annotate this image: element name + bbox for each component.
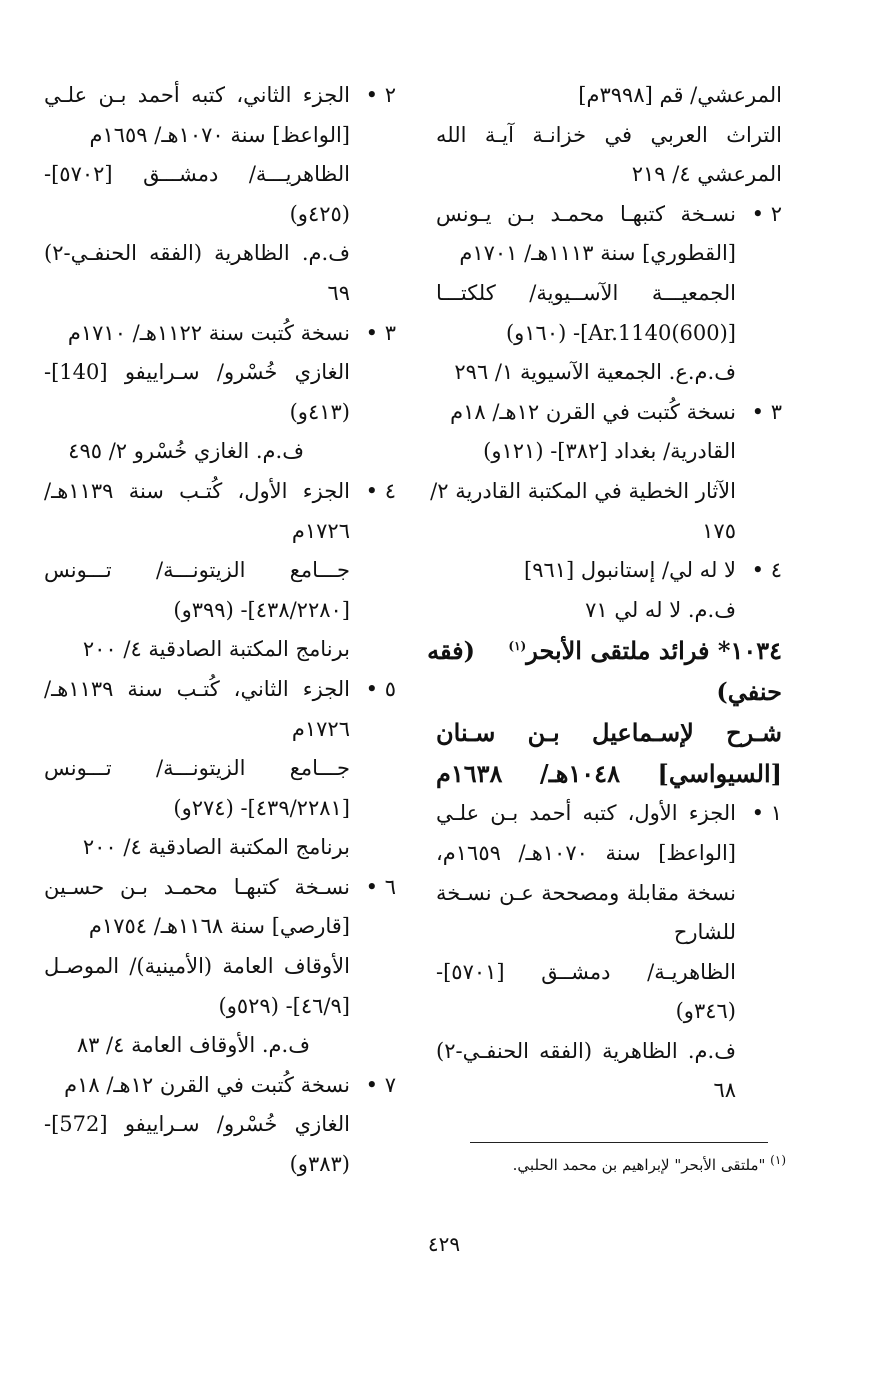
entry-line: [٤٣٨/٢٢٨٠]- (٣٩٩و)	[173, 597, 350, 622]
heading-suffix: (فقه	[427, 636, 475, 666]
heading-title: ١٠٣٤* فرائد ملتقى الأبحر	[526, 636, 782, 666]
intro-line: المرعشي/ قم [٣٩٩٨م]	[578, 83, 782, 107]
entry-line: نسخة كُتبت في القرن ١٢هـ/ ١٨م	[64, 1072, 350, 1097]
entry-line: نسـخة كتبهـا محمـد بـن حسـين	[44, 874, 350, 899]
entry-line: [الواعظ] سنة ١٠٧٠هـ/ ١٦٥٩م	[89, 122, 350, 147]
entry-number: ٣ •	[365, 320, 396, 345]
entry-line: ١٧٢٦م	[291, 716, 350, 741]
manuscript-entry	[44, 1066, 396, 1185]
entry-line: الظاهريـــة/ دمشـــق [٥٧٠٢]-	[44, 162, 350, 187]
heading-line: حنفي)	[716, 677, 782, 707]
work-heading	[427, 630, 782, 794]
footnote-text: "ملتقى الأبحر" لإبراهيم بن محمد الحلبي.	[512, 1156, 766, 1174]
entry-line: ف.م. الأوقاف العامة ٤/ ٨٣	[76, 1033, 310, 1058]
entry-line: الجمعيـــة الآســيوية/ كلكتـــا	[436, 280, 736, 305]
entry-line: (٣٨٣و)	[289, 1152, 350, 1177]
entry-line: ف.م. الظاهرية (الفقه الحنفـي-٢)	[44, 241, 350, 266]
manuscript-entry	[44, 472, 396, 670]
entry-line: [القطوري] سنة ١١١٣هـ/ ١٧٠١م	[459, 241, 736, 266]
manuscript-entry	[436, 794, 782, 1111]
entry-line: نسخة مقابلة ومصححة عـن نسـخة	[436, 880, 736, 905]
heading-line: شـرح لإسـماعيل بـن سـنان	[436, 718, 782, 748]
manuscript-entry	[44, 868, 396, 1066]
manuscript-entry	[430, 393, 782, 551]
entry-line: الظاهريـة/ دمشــق [٥٧٠١]-	[436, 959, 736, 984]
entry-line: نسخة كُتبت سنة ١١٢٢هـ/ ١٧١٠م	[67, 320, 350, 345]
entry-line: [(600)Ar.1140]- (١٦٠و)	[505, 320, 736, 345]
entry-line: برنامج المكتبة الصادقية ٤/ ٢٠٠	[82, 835, 350, 860]
entry-line: الغازي خُسْرو/ سـراييفو [140]-	[44, 360, 350, 385]
manuscript-entry	[44, 670, 396, 868]
footnote-mark: (١)	[770, 1153, 786, 1167]
entry-line: جـــامع الزيتونـــة/ تـــونس	[44, 756, 350, 781]
entry-line: [قارصي] سنة ١١٦٨هـ/ ١٧٥٤م	[88, 914, 350, 939]
page-number: ٤٢٩	[427, 1232, 461, 1256]
entry-line: نسخة كُتبت في القرن ١٢هـ/ ١٨م	[450, 399, 736, 424]
entry-line: ف.م. لا له لي ٧١	[585, 597, 736, 622]
entry-number: ٧ •	[365, 1072, 396, 1097]
entry-line: الجزء الثاني، كُتـب سنة ١١٣٩هـ/	[44, 676, 350, 701]
intro-line: التراث العربي في خزانـة آيـة الله	[436, 122, 782, 147]
entry-line: ٦٨	[713, 1078, 736, 1103]
entry-line: ٦٩	[327, 280, 350, 305]
entry-number: ٣ •	[751, 399, 782, 424]
entry-line: [الواعظ] سنة ١٠٧٠هـ/ ١٦٥٩م،	[436, 840, 736, 865]
entry-number: ٦ •	[365, 874, 396, 899]
entry-line: [٤٦/٩]- (٥٢٩و)	[218, 993, 350, 1018]
entry-line: جـــامع الزيتونـــة/ تـــونس	[44, 558, 350, 583]
entry-line: ف.م. الغازي خُسْرو ٢/ ٤٩٥	[68, 439, 304, 464]
manuscript-entry	[436, 551, 782, 630]
entry-line: ف.م.ع. الجمعية الآسيوية ١/ ٢٩٦	[454, 360, 736, 385]
entry-line: الغازي خُسْرو/ سـراييفو [572]-	[44, 1112, 350, 1137]
entry-line: للشارح	[673, 920, 736, 945]
footnote-separator	[470, 1142, 768, 1143]
entry-line: الجزء الأول، كتبه أحمد بـن علـي	[436, 801, 736, 826]
manuscript-entry	[44, 76, 396, 314]
footnote-reference: (١)	[508, 639, 527, 654]
entry-number: ١ •	[751, 801, 782, 826]
entry-line: [٤٣٩/٢٢٨١]- (٢٧٤و)	[173, 795, 350, 820]
intro-line: المرعشي ٤/ ٢١٩	[631, 162, 782, 187]
manuscript-entry	[436, 195, 782, 393]
entry-line: القادرية/ بغداد [٣٨٢]- (١٢١و)	[483, 439, 736, 464]
left-column	[44, 76, 396, 1185]
heading-line	[427, 630, 782, 671]
entry-line: (٤١٣و)	[289, 399, 350, 424]
entry-number: ٤ •	[365, 478, 396, 503]
entry-line: الجزء الأول، كُتـب سنة ١١٣٩هـ/	[44, 478, 350, 503]
right-column	[427, 76, 782, 1111]
entry-number: ٤ •	[751, 558, 782, 583]
entry-line: ف.م. الظاهرية (الفقه الحنفـي-٢)	[436, 1038, 736, 1063]
entry-line: ١٧٢٦م	[291, 518, 350, 543]
entry-line: برنامج المكتبة الصادقية ٤/ ٢٠٠	[82, 637, 350, 662]
entry-line: (٤٢٥و)	[289, 201, 350, 226]
entry-line: الجزء الثاني، كتبه أحمد بـن علـي	[44, 83, 350, 107]
heading-line: [السيواسي] ١٠٤٨هـ/ ١٦٣٨م	[436, 759, 782, 789]
entry-line: (٣٤٦و)	[675, 999, 736, 1024]
entry-line: الآثار الخطية في المكتبة القادرية ٢/	[430, 478, 736, 503]
entry-line: نسـخة كتبهـا محمـد بـن يـونس	[436, 201, 736, 226]
entry-line: لا له لي/ إستانبول [٩٦١]	[523, 558, 736, 583]
entry-number: ٢ •	[365, 83, 396, 107]
entry-number: ٥ •	[365, 676, 396, 701]
footnote	[440, 1154, 786, 1176]
entry-number: ٢ •	[751, 201, 782, 226]
entry-line: الأوقاف العامة (الأمينية)/ الموصـل	[44, 954, 350, 979]
manuscript-entry	[44, 314, 396, 472]
entry-line: ١٧٥	[702, 518, 736, 543]
